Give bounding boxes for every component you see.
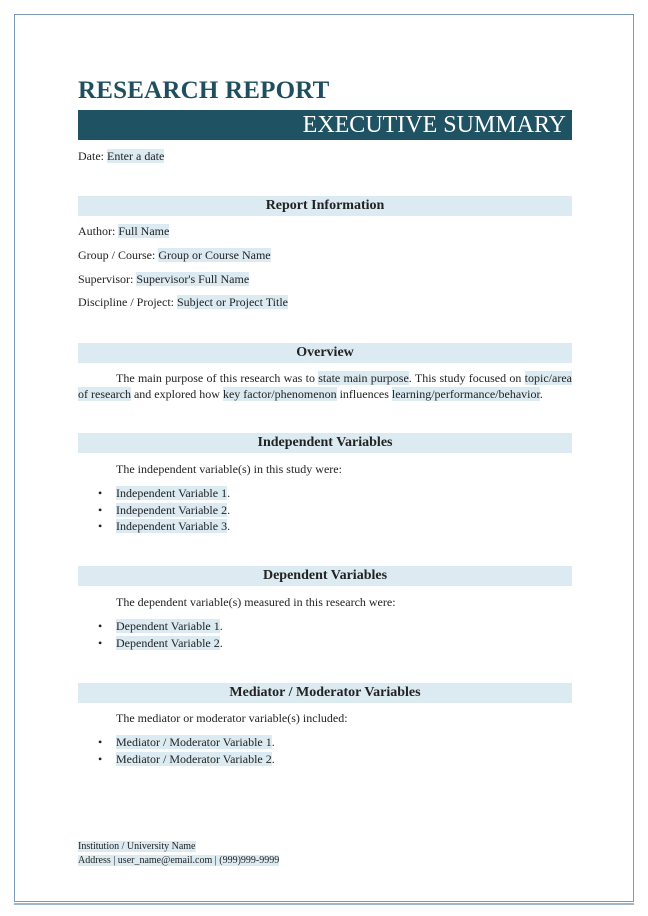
list-item: • Dependent Variable 1.	[78, 618, 223, 635]
supervisor-line	[78, 272, 249, 287]
overview-text-5: .	[539, 386, 543, 401]
date-label: Date:	[78, 149, 107, 163]
mediator-intro: The mediator or moderator variable(s) included:	[116, 711, 348, 725]
overview-text-4: influences	[336, 386, 392, 401]
footer-separator: |	[212, 855, 220, 866]
date-field[interactable]: Enter a date	[107, 149, 165, 163]
independent-variables-list	[78, 485, 230, 535]
list-item: • Independent Variable 1.	[78, 485, 230, 502]
factor-field[interactable]: key factor/phenomenon	[222, 386, 337, 401]
overview-paragraph	[78, 371, 572, 402]
outcome-field[interactable]: learning/performance/behavior	[391, 386, 540, 401]
report-title: RESEARCH REPORT	[78, 77, 330, 104]
dependent-variables-list	[78, 618, 223, 651]
dependent-variable-2-field[interactable]: Dependent Variable 2	[116, 635, 220, 650]
overview-text-2: . This study focused on	[408, 371, 525, 385]
discipline-field[interactable]: Subject or Project Title	[176, 295, 288, 309]
mediator-variables-list	[78, 734, 275, 767]
independent-variable-2-field[interactable]: Independent Variable 2	[116, 502, 228, 517]
group-line	[78, 248, 271, 263]
footer-contact	[78, 854, 279, 868]
group-label: Group / Course:	[78, 248, 159, 262]
overview-text-1: The main purpose of this research was to	[116, 371, 319, 385]
list-item: • Mediator / Moderator Variable 2.	[78, 751, 275, 768]
document-page	[14, 14, 634, 902]
email-field[interactable]: user_name@email.com	[117, 855, 213, 866]
overview-heading: Overview	[78, 343, 572, 363]
dependent-variables-heading: Dependent Variables	[78, 566, 572, 586]
independent-variable-3-field[interactable]: Independent Variable 3	[116, 519, 228, 533]
report-information-heading: Report Information	[78, 196, 572, 216]
phone-field[interactable]: (999)999-9999	[219, 855, 280, 866]
dependent-variable-1-field[interactable]: Dependent Variable 1	[116, 619, 220, 633]
overview-text-3: and explored how	[130, 386, 223, 401]
topic-field[interactable]: topic/area of research	[78, 371, 572, 401]
date-line	[78, 149, 164, 164]
footer-separator: |	[110, 855, 118, 866]
list-item: • Dependent Variable 2.	[78, 635, 223, 652]
discipline-label: Discipline / Project:	[78, 295, 177, 309]
executive-summary-banner: EXECUTIVE SUMMARY	[78, 110, 572, 140]
footer-institution	[78, 840, 196, 854]
list-item: • Mediator / Moderator Variable 1.	[78, 734, 275, 751]
supervisor-label: Supervisor:	[78, 272, 137, 286]
address-field[interactable]: Address	[78, 855, 111, 866]
author-label: Author:	[78, 224, 119, 238]
list-item: • Independent Variable 3.	[78, 518, 230, 535]
supervisor-field[interactable]: Supervisor's Full Name	[136, 272, 250, 286]
independent-intro: The independent variable(s) in this study were:	[116, 462, 342, 476]
mediator-variables-heading: Mediator / Moderator Variables	[78, 683, 572, 703]
list-item: • Independent Variable 2.	[78, 502, 230, 519]
mediator-variable-2-field[interactable]: Mediator / Moderator Variable 2	[116, 751, 272, 766]
group-field[interactable]: Group or Course Name	[158, 248, 271, 262]
mediator-variable-1-field[interactable]: Mediator / Moderator Variable 1	[116, 735, 272, 749]
independent-variables-heading: Independent Variables	[78, 433, 572, 453]
independent-variable-1-field[interactable]: Independent Variable 1	[116, 486, 228, 500]
discipline-line	[78, 295, 288, 310]
institution-field[interactable]: Institution / University Name	[78, 841, 196, 852]
author-line	[78, 224, 169, 239]
dependent-intro: The dependent variable(s) measured in this research were:	[116, 595, 396, 609]
purpose-field[interactable]: state main purpose	[318, 371, 409, 385]
author-field[interactable]: Full Name	[118, 224, 170, 238]
